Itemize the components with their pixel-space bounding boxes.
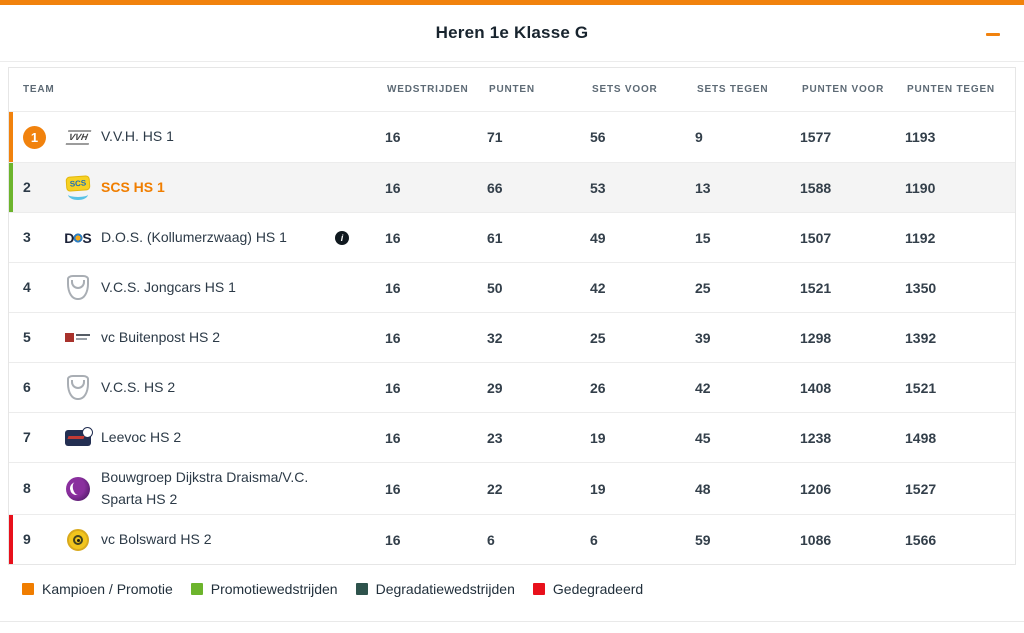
accent-bar [9,263,13,312]
accent-bar [9,313,13,362]
cell-punten-tegen: 1566 [905,531,937,548]
cell-punten: 29 [487,379,503,396]
cell-punten: 22 [487,480,503,497]
cell-punten-voor: 1577 [800,129,832,145]
cell-punten-voor: 1298 [800,329,832,346]
minus-icon [986,33,1000,36]
col-sets-tegen: SETS TEGEN [697,84,769,95]
cell-punten-voor: 1588 [800,179,832,196]
cell-punten-voor: 1086 [800,531,832,548]
col-punten: PUNTEN [489,84,535,95]
table-row[interactable] [9,362,1015,412]
accent-bar [9,163,13,212]
rank-label: 7 [23,428,31,445]
cell-punten-voor: 1507 [800,229,832,246]
cell-sets-tegen: 15 [695,229,711,246]
standings-table [8,67,1016,565]
cell-punten: 61 [487,229,503,246]
team-name[interactable]: V.V.H. HS 1 [101,128,174,145]
team-name[interactable]: V.C.S. Jongcars HS 1 [101,278,236,295]
cell-sets-voor: 19 [590,480,606,497]
rank-label: 9 [23,530,31,547]
accent-bar [9,515,13,564]
cell-sets-voor: 53 [590,179,606,196]
cell-punten: 66 [487,179,503,196]
table-row[interactable] [9,212,1015,262]
legend-label: Promotiewedstrijden [210,581,338,598]
collapse-button[interactable] [978,19,1008,49]
cell-sets-tegen: 39 [695,329,711,346]
leevoc-logo [65,430,91,446]
bolsward-logo [67,529,89,551]
vvh-logo [67,130,90,145]
legend-color-icon [22,583,34,595]
legend-color-icon [533,583,545,595]
rank-label: 3 [23,228,31,245]
cell-wedstrijden: 16 [385,379,401,396]
cell-sets-tegen: 45 [695,429,711,446]
rank-label: 1 [23,126,46,149]
cell-punten-tegen: 1392 [905,329,937,346]
accent-bar [9,463,13,514]
team-name[interactable]: Leevoc HS 2 [101,428,182,445]
legend-item [533,581,643,597]
legend-color-icon [191,583,203,595]
buitenpost-logo [65,331,91,344]
cell-sets-tegen: 9 [695,129,703,145]
legend-label: Degradatiewedstrijden [375,581,515,598]
cell-punten-tegen: 1521 [905,379,937,396]
legend [22,581,1024,597]
cell-punten: 50 [487,279,503,296]
cell-sets-voor: 42 [590,279,606,296]
table-row[interactable] [9,312,1015,362]
info-icon[interactable]: i [335,231,349,245]
accent-bar [9,413,13,462]
cell-punten: 71 [487,129,503,145]
col-team: TEAM [23,84,55,95]
page-title: Heren 1e Klasse G [435,23,589,42]
cell-wedstrijden: 16 [385,429,401,446]
cell-sets-tegen: 25 [695,279,711,296]
dos-logo [62,228,94,248]
rank-label: 2 [23,178,31,195]
team-name[interactable]: D.O.S. (Kollumerzwaag) HS 1 [101,228,287,245]
cell-punten-tegen: 1190 [905,179,936,196]
cell-wedstrijden: 16 [385,229,401,246]
cell-punten: 6 [487,531,495,548]
cell-sets-voor: 25 [590,329,606,346]
titlebar [0,5,1024,62]
legend-item [22,581,173,597]
cell-punten-voor: 1238 [800,429,832,446]
table-row[interactable] [9,462,1015,514]
shield-logo [67,275,89,300]
table-header [9,68,1015,112]
shield-logo [67,375,89,400]
rank-label: 5 [23,328,31,345]
col-punten-voor: PUNTEN VOOR [802,84,885,95]
table-row[interactable] [9,514,1015,564]
cell-sets-tegen: 48 [695,480,711,497]
team-name[interactable]: V.C.S. HS 2 [101,378,176,395]
cell-punten-voor: 1521 [800,279,832,296]
table-row[interactable] [9,112,1015,162]
cell-sets-tegen: 59 [695,531,711,548]
team-name[interactable]: Bouwgroep Dijkstra Draisma/V.C. Sparta HS 2 [101,469,309,507]
cell-sets-voor: 49 [590,229,606,246]
cell-punten-tegen: 1498 [905,429,937,446]
cell-wedstrijden: 16 [385,531,401,548]
cell-wedstrijden: 16 [385,179,401,196]
team-name[interactable]: SCS HS 1 [101,178,165,195]
col-wedstrijden: WEDSTRIJDEN [387,84,469,95]
accent-bar [9,363,13,412]
rank-label: 6 [23,378,31,395]
scs-logo [65,176,91,200]
rank-label: 4 [23,278,31,295]
cell-punten-voor: 1408 [800,379,832,396]
cell-punten-tegen: 1192 [905,229,936,246]
table-row[interactable] [9,412,1015,462]
table-body [9,112,1015,564]
cell-wedstrijden: 16 [385,329,401,346]
sparta-logo [66,477,90,501]
cell-punten-tegen: 1193 [905,129,936,145]
accent-bar [9,213,13,262]
cell-sets-tegen: 42 [695,379,711,396]
table-row[interactable] [9,262,1015,312]
cell-wedstrijden: 16 [385,129,401,145]
cell-wedstrijden: 16 [385,480,401,497]
cell-wedstrijden: 16 [385,279,401,296]
cell-punten-voor: 1206 [800,480,832,497]
rank-label: 8 [23,479,31,496]
col-sets-voor: SETS VOOR [592,84,658,95]
cell-punten: 23 [487,429,503,446]
team-name[interactable]: vc Buitenpost HS 2 [101,328,221,345]
cell-sets-voor: 26 [590,379,606,396]
cell-punten-tegen: 1350 [905,279,937,296]
cell-sets-tegen: 13 [695,179,711,196]
cell-sets-voor: 19 [590,429,606,446]
team-name[interactable]: vc Bolsward HS 2 [101,531,212,548]
legend-item [356,581,515,597]
cell-punten-tegen: 1527 [905,480,937,497]
legend-item [191,581,338,597]
cell-punten: 32 [487,329,503,346]
col-punten-tegen: PUNTEN TEGEN [907,84,995,95]
cell-sets-voor: 6 [590,531,598,548]
cell-sets-voor: 56 [590,129,606,145]
legend-color-icon [356,583,368,595]
legend-label: Gedegradeerd [552,581,644,598]
table-row[interactable] [9,162,1015,212]
legend-label: Kampioen / Promotie [42,581,173,598]
accent-bar [9,112,13,162]
